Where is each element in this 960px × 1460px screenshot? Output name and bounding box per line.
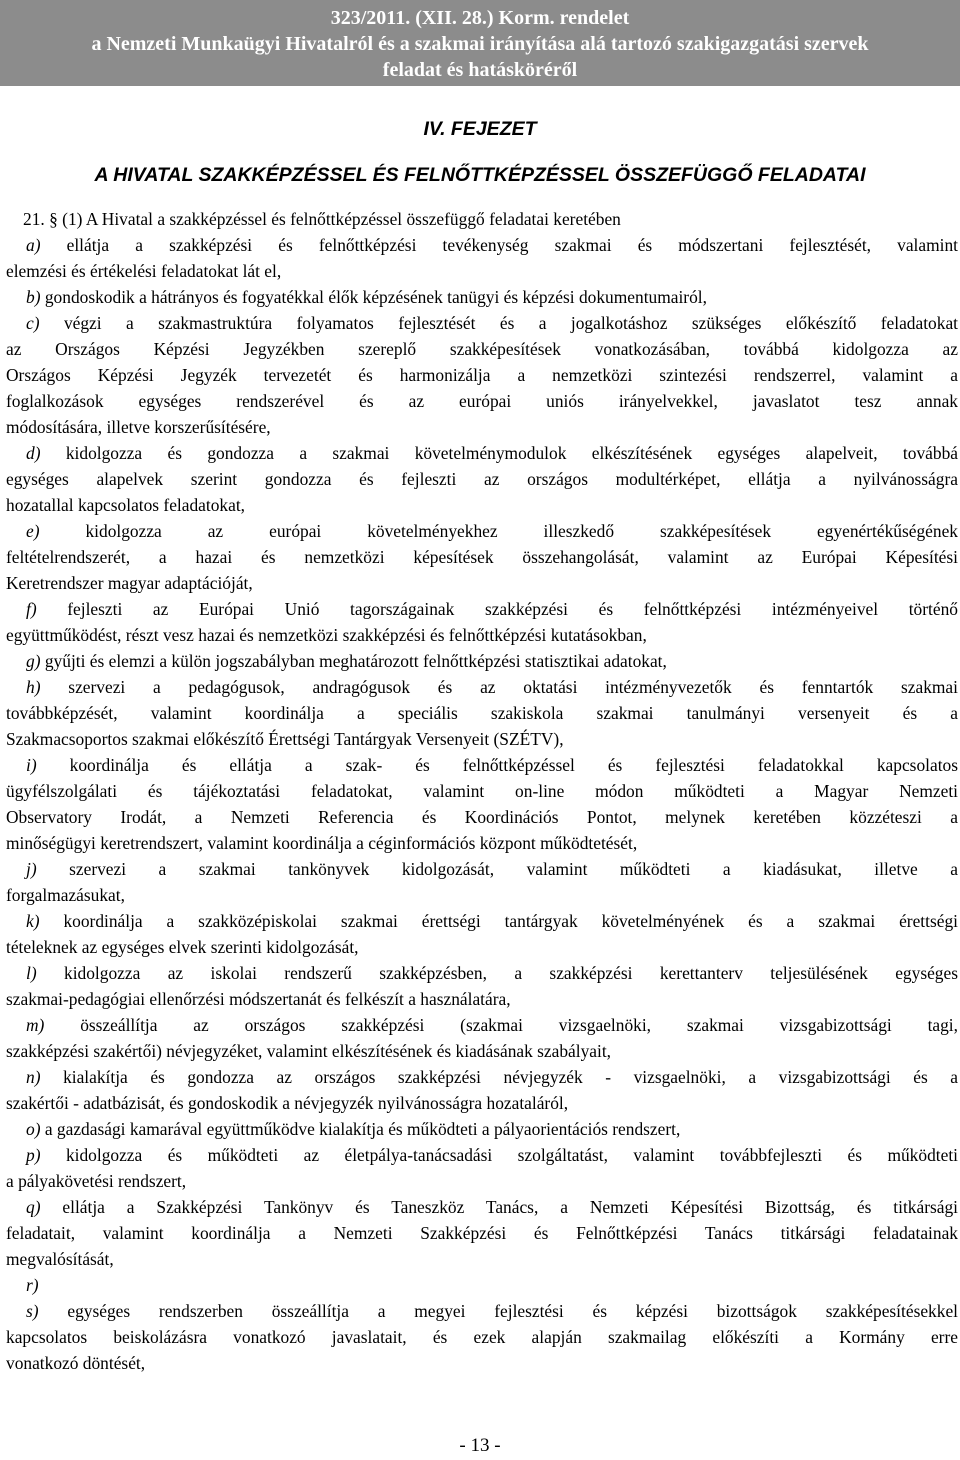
item-letter: f) (26, 599, 37, 619)
item-text-line: együttműködést, részt vesz hazai és nemzetközi szakképzési és felnőttképzési kutatásokban, (6, 625, 647, 645)
item-text-line: Országos Képzési Jegyzék tervezetét és harmonizálja a nemzetközi szintezési rendszerrel, valamint a (6, 365, 958, 385)
item-text-line: vonatkozó döntését, (6, 1353, 146, 1373)
item-text-line: ügyfélszolgálati és tájékoztatási feladatokat, valamint on-line módon működteti a Magyar Nemzeti (6, 781, 958, 801)
list-item-i (6, 752, 958, 856)
item-text-line: végzi a szakmastruktúra folyamatos fejlesztését és a jogalkotáshoz szükséges előkészítő feladatokat (63, 313, 958, 333)
section-number: 21. (23, 209, 45, 229)
item-text-line: kidolgozza és gondozza a szakmai követelménymodulok elkészítésének egységes alapelveit, továbbá (65, 443, 958, 463)
list-item-p (6, 1142, 958, 1194)
list-item-j (6, 856, 958, 908)
section-symbol: § (49, 209, 58, 229)
item-text-line: minőségügyi keretrendszert, valamint koordinálja a céginformációs központ működtetését, (6, 833, 638, 853)
item-text-line: kidolgozza az európai követelményekhez illeszkedő szakképesítések egyenértékűségének (85, 521, 958, 541)
list-item-h (6, 674, 958, 752)
item-text-line: tételeknek az egységes elvek szerinti kidolgozását, (6, 937, 359, 957)
item-text-line: kialakítja és gondozza az országos szakképzési névjegyzék - vizsgaelnöki, a vizsgabizottsági és a (63, 1067, 958, 1087)
item-letter: o) (26, 1119, 41, 1139)
item-text-line: egységes alapelvek szerint gondozza és fejleszti az országos modultérképet, ellátja a nyilvánosságra (6, 469, 958, 489)
item-text-line: továbbképzését, valamint koordinálja a speciális szakiskola szakmai tanulmányi versenyeit és a (6, 703, 958, 723)
item-text-line: hozatallal kapcsolatos feladatokat, (6, 495, 246, 515)
list-item-n (6, 1064, 958, 1116)
document-header (0, 0, 960, 86)
item-text-line: a gazdasági kamarával együttműködve kialakítja és működteti a pályaorientációs rendszert, (44, 1119, 681, 1139)
list-item-c (6, 310, 958, 440)
item-text-line: foglalkozások egységes rendszerével és az európai uniós irányelvekkel, javaslatot tesz annak (6, 391, 958, 411)
item-letter: m) (26, 1015, 45, 1035)
item-text-line: ellátja a szakképzési és felnőttképzési tevékenység szakmai és módszertani fejlesztését, valamint (66, 235, 958, 255)
list-item-m (6, 1012, 958, 1064)
item-text-line: szakmai-pedagógiai ellenőrzési módszertanát és felkészít a használatára, (6, 989, 511, 1009)
item-letter: j) (26, 859, 37, 879)
item-letter: q) (26, 1197, 41, 1217)
item-letter: g) (26, 651, 41, 671)
section-body (6, 206, 958, 1376)
item-letter: h) (26, 677, 41, 697)
item-letter: a) (26, 235, 41, 255)
item-letter: c) (26, 313, 40, 333)
item-text-line: kapcsolatos beiskolázásra vonatkozó javaslatait, és ezek alapján szakmailag előkészíti a Kormány erre (6, 1327, 958, 1347)
item-text-line: ellátja a Szakképzési Tankönyv és Taneszköz Tanács, a Nemzeti Képesítési Bizottság, és titkársági (62, 1197, 958, 1217)
item-letter: l) (26, 963, 37, 983)
item-letter: e) (26, 521, 40, 541)
header-decree-title: 323/2011. (XII. 28.) Korm. rendelet (330, 7, 630, 29)
item-letter: i) (26, 755, 37, 775)
item-text-line: szervezi a pedagógusok, andragógusok és az oktatási intézményvezetők és fenntartók szakmai (68, 677, 958, 697)
list-item-k (6, 908, 958, 960)
list-item-e (6, 518, 958, 596)
item-letter: s) (26, 1301, 39, 1321)
item-letter: d) (26, 443, 41, 463)
item-text-line: feltételrendszerét, a hazai és nemzetközi képesítések összehangolását, valamint az Európai Képesítési (6, 547, 958, 567)
item-text-line: feladatait, valamint koordinálja a Nemzeti Szakképzési és Felnőttképzési Tanács titkársági feladatainak (6, 1223, 958, 1243)
header-subtitle-cont: feladat és hatásköréről (382, 59, 578, 81)
item-text-line: koordinálja a szakközépiskolai szakmai érettségi tantárgyak követelményének és a szakmai érettségi (63, 911, 958, 931)
list-item-b (6, 284, 958, 310)
item-letter: n) (26, 1067, 41, 1087)
chapter-number: IV. FEJEZET (423, 118, 537, 140)
item-letter: k) (26, 911, 40, 931)
list-item-q (6, 1194, 958, 1272)
list-item-f (6, 596, 958, 648)
item-text-line: szervezi a szakmai tankönyvek kidolgozását, valamint működteti a kiadásukat, illetve a (69, 859, 958, 879)
item-text-line: gyűjti és elemzi a külön jogszabályban meghatározott felnőttképzési statisztikai adatokat, (44, 651, 667, 671)
item-text-line: kidolgozza az iskolai rendszerű szakképzésben, a szakképzési kerettanterv teljesülésének egységes (64, 963, 958, 983)
item-text-line: Observatory Irodát, a Nemzeti Referencia és Koordinációs Pontot, melynek keretében közzéteszi a (6, 807, 958, 827)
item-text-line: egységes rendszerben összeállítja a megyei fejlesztési és képzési bizottságok szakképesítésekkel (67, 1301, 958, 1321)
item-text-line: módosítására, illetve korszerűsítésére, (6, 417, 271, 437)
item-text-line: a pályakövetési rendszert, (6, 1171, 187, 1191)
chapter-title: A HIVATAL SZAKKÉPZÉSSEL ÉS FELNŐTTKÉPZÉSSEL ÖSSZEFÜGGŐ FELADATAI (94, 164, 866, 186)
item-text-line: Keretrendszer magyar adaptációját, (6, 573, 253, 593)
item-text-line: szakértői - adatbázisát, és gondoskodik a névjegyzék nyilvánosságra hozataláról, (6, 1093, 569, 1113)
list-item-a (6, 232, 958, 284)
item-text-line: Szakmacsoportos szakmai előkészítő Érettségi Tantárgyak Versenyeit (SZÉTV), (6, 729, 564, 749)
section-items (6, 232, 958, 1376)
item-text-line: megvalósítását, (6, 1249, 114, 1269)
list-item-l (6, 960, 958, 1012)
section-intro: (1) A Hivatal a szakképzéssel és felnőttképzéssel összefüggő feladatai keretében (62, 209, 621, 229)
list-item-s (6, 1298, 958, 1376)
page-number: - 13 - (459, 1435, 501, 1456)
list-item-d (6, 440, 958, 518)
list-item-r (6, 1272, 958, 1298)
header-subtitle: a Nemzeti Munkaügyi Hivatalról és a szakmai irányítása alá tartozó szakigazgatási szervek (91, 33, 869, 55)
list-item-g (6, 648, 958, 674)
item-text-line: összeállítja az országos szakképzési (szakmai vizsgaelnöki, szakmai vizsgabizottsági tagi, (80, 1015, 958, 1035)
item-text-line: az Országos Képzési Jegyzékben szereplő szakképesítések vonatkozásában, továbbá kidolgozza az (6, 339, 958, 359)
item-text-line: fejleszti az Európai Unió tagországainak szakképzési és felnőttképzési intézményeivel történő (67, 599, 958, 619)
item-text-line: gondoskodik a hátrányos és fogyatékkal élők képzésének tanügyi és képzési dokumentumairól, (44, 287, 707, 307)
item-text-line: kidolgozza és működteti az életpálya-tanácsadási szolgáltatást, valamint továbbfejleszti és működteti (65, 1145, 958, 1165)
item-text-line: forgalmazásukat, (6, 885, 125, 905)
list-item-o (6, 1116, 958, 1142)
item-letter: p) (26, 1145, 41, 1165)
item-text-line: elemzési és értékelési feladatokat lát el, (6, 261, 282, 281)
item-letter: b) (26, 287, 41, 307)
item-letter: r) (26, 1275, 39, 1295)
item-text-line: koordinálja és ellátja a szak- és felnőttképzéssel és fejlesztési feladatokkal kapcsolatos (69, 755, 958, 775)
section-intro-line (6, 206, 958, 232)
item-text-line: szakképzési szakértői) névjegyzéket, valamint elkészítésének és kiadásának szabályait, (6, 1041, 612, 1061)
